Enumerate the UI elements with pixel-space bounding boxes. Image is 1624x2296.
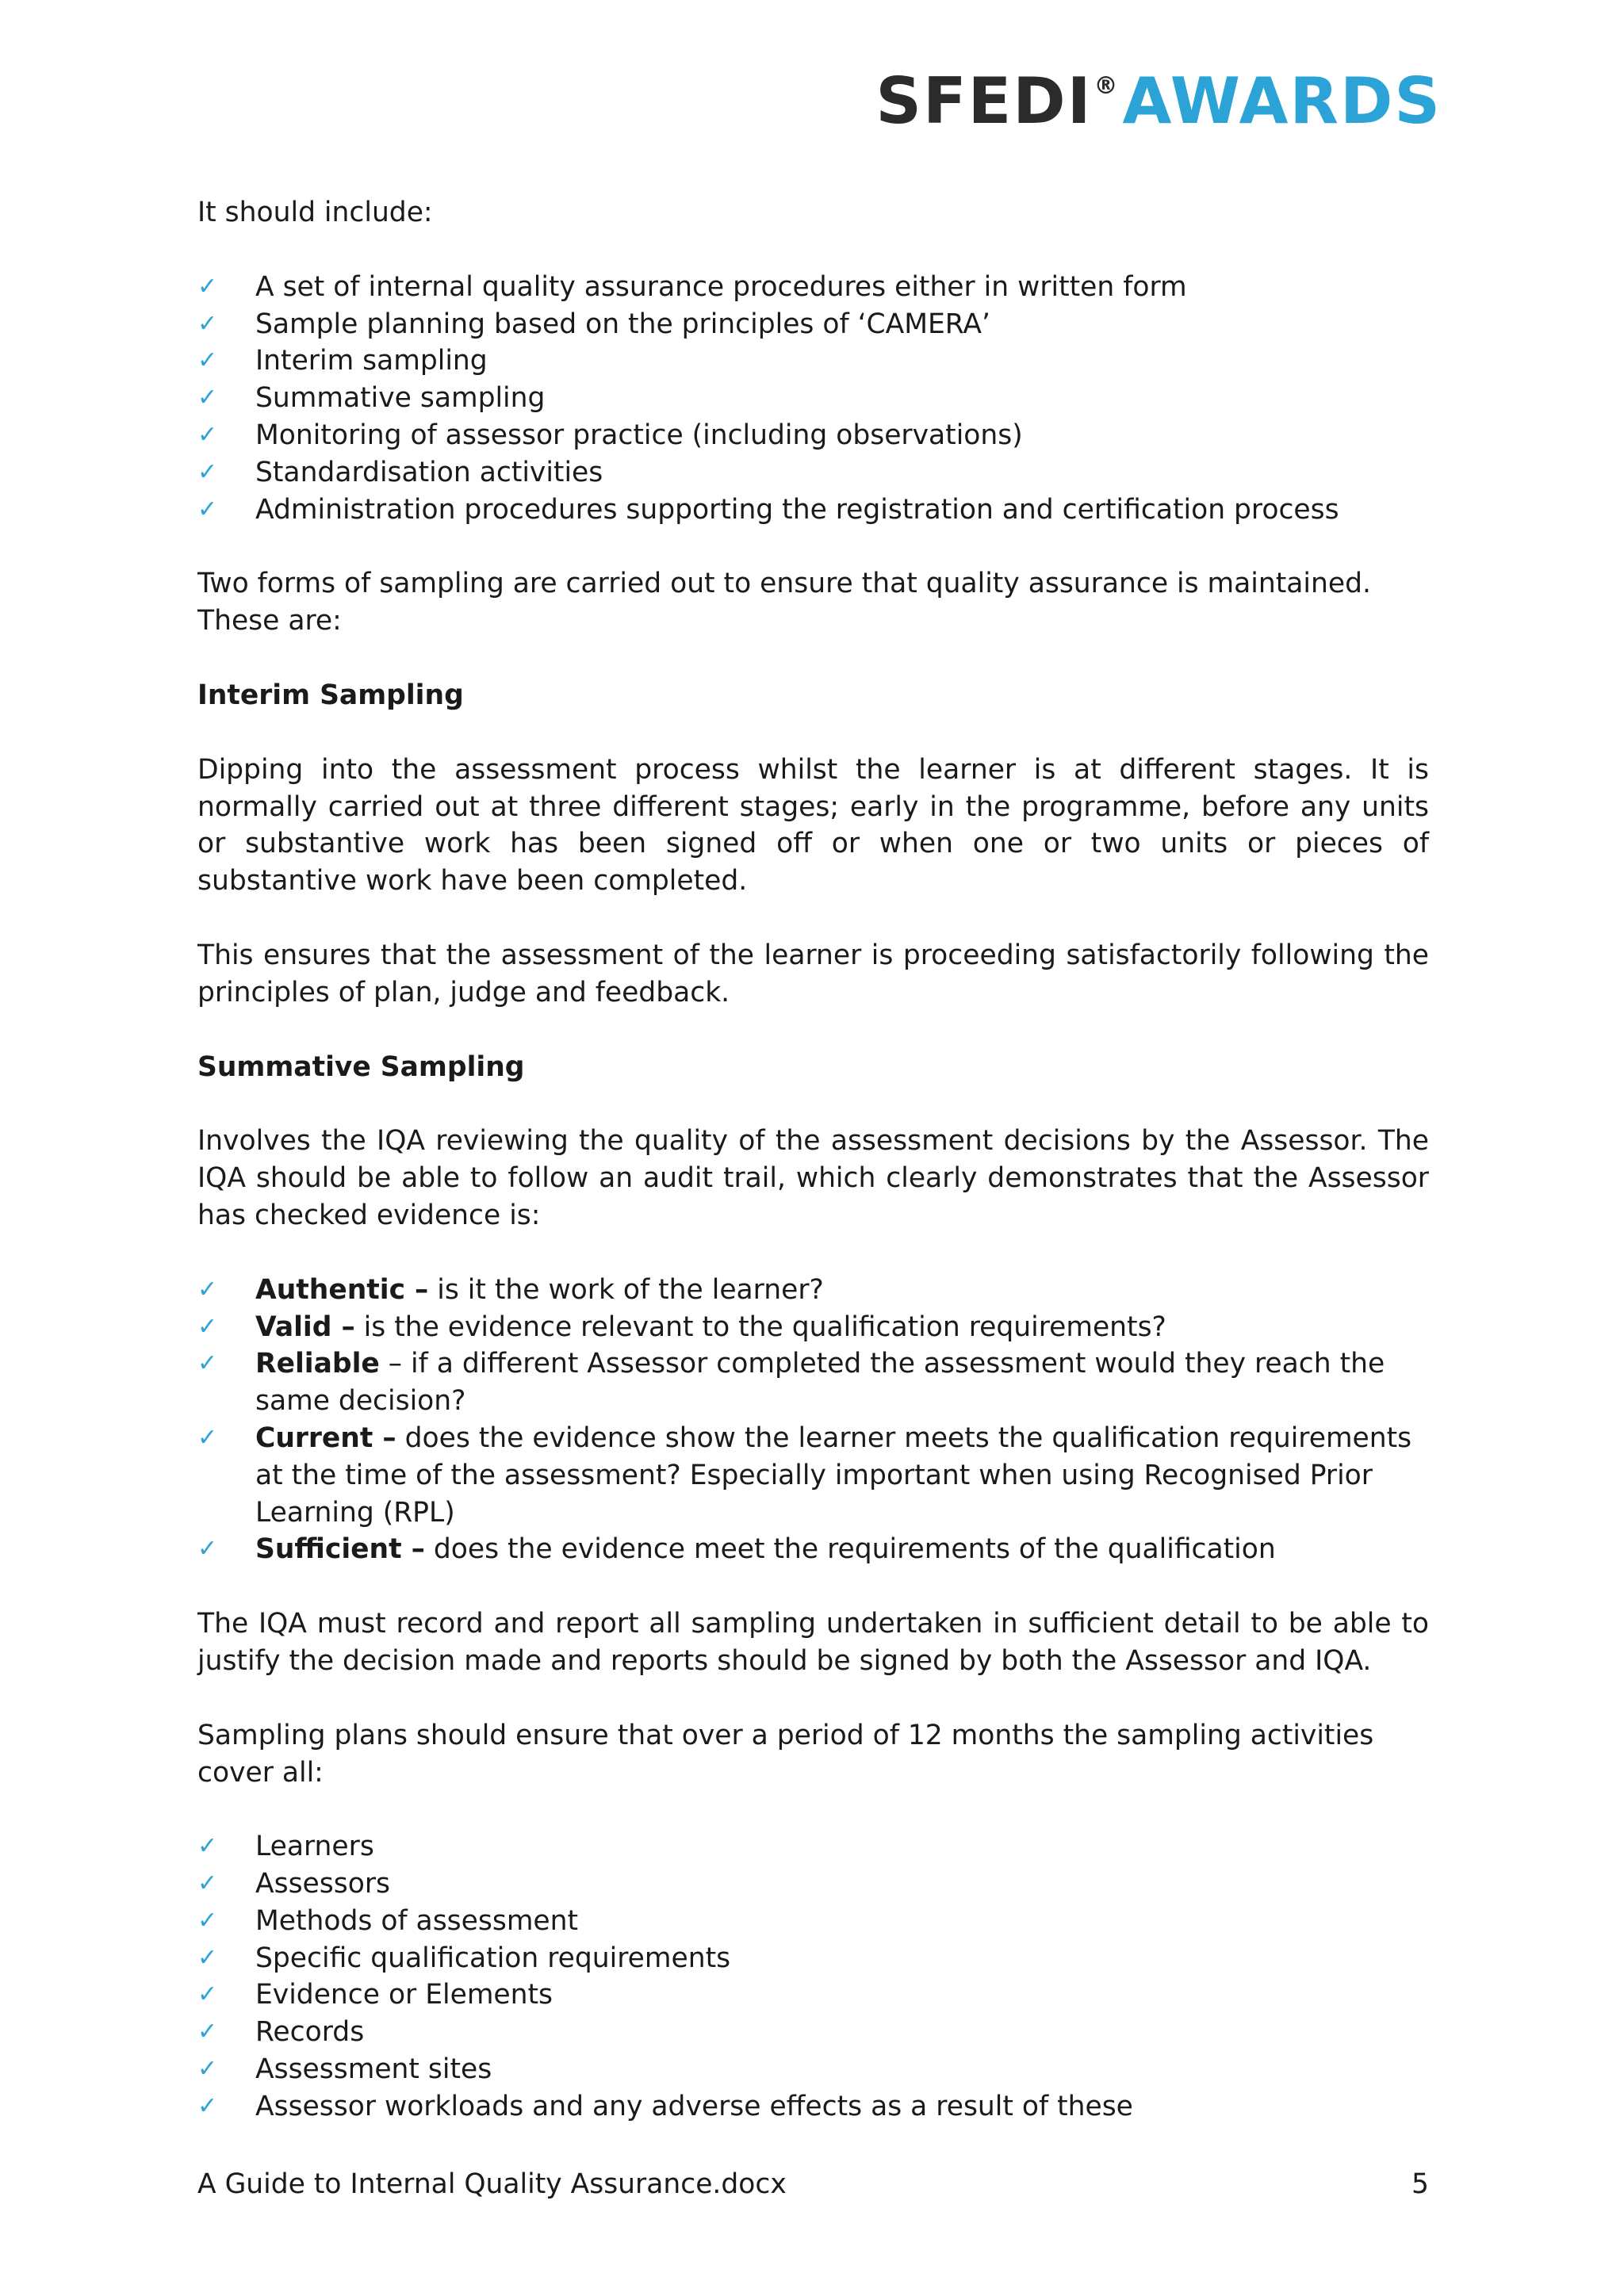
sampling-plans-paragraph: Sampling plans should ensure that over a period of 12 months the sampling activities cover all: bbox=[197, 1719, 1374, 1789]
criterion-text: – if a different Assessor completed the assessment would they reach the same decision? bbox=[255, 1348, 1385, 1418]
checkmark-icon: ✓ bbox=[197, 2018, 218, 2046]
checkmark-icon: ✓ bbox=[197, 272, 218, 300]
list-item bbox=[197, 492, 1429, 529]
list-item bbox=[197, 1976, 1429, 2014]
list-item bbox=[197, 1531, 1429, 1568]
list-item-text: Monitoring of assessor practice (including observations) bbox=[255, 419, 1023, 451]
list-item bbox=[197, 1866, 1429, 1903]
list-item-text: Assessors bbox=[255, 1868, 390, 1900]
two-forms-paragraph: Two forms of sampling are carried out to ensure that quality assurance is maintained. These are: bbox=[197, 568, 1371, 637]
checkmark-icon: ✓ bbox=[197, 1423, 218, 1452]
interim-paragraph-1: Dipping into the assessment process whilst the learner is at different stages. It is normally carried out at three different stages; early in the programme, before any units or substantive work has been signed off or when one or two units or pieces of substantive work have been completed. bbox=[197, 753, 1429, 897]
list-item bbox=[197, 2051, 1429, 2088]
criterion-term: Sufficient – bbox=[255, 1533, 425, 1566]
list-item bbox=[197, 1345, 1429, 1420]
list-item bbox=[197, 1420, 1429, 1531]
list-item-text: Sample planning based on the principles of ‘CAMERA’ bbox=[255, 308, 990, 340]
checkmark-icon: ✓ bbox=[197, 1349, 218, 1378]
criterion-text: is it the work of the learner? bbox=[428, 1273, 824, 1306]
sfedi-awards-logo bbox=[875, 64, 1442, 138]
list-item bbox=[197, 2014, 1429, 2051]
list-item-text: Interim sampling bbox=[255, 345, 488, 377]
interim-paragraph-2: This ensures that the assessment of the learner is proceeding satisfactorily following the principles of plan, judge and feedback. bbox=[197, 939, 1429, 1008]
checkmark-icon: ✓ bbox=[197, 1535, 218, 1563]
checkmark-icon: ✓ bbox=[197, 1906, 218, 1934]
intro-paragraph: It should include: bbox=[197, 197, 433, 228]
include-checklist bbox=[197, 269, 1429, 529]
checkmark-icon: ✓ bbox=[197, 457, 218, 486]
criterion-text: does the evidence meet the requirements of the qualification bbox=[424, 1533, 1276, 1566]
page-footer bbox=[197, 2166, 1429, 2203]
criterion-term: Authentic – bbox=[255, 1273, 429, 1306]
list-item-text: Assessment sites bbox=[255, 2053, 492, 2086]
list-item bbox=[197, 1309, 1429, 1346]
summative-paragraph: Involves the IQA reviewing the quality of the assessment decisions by the Assessor. The IQA should be able to follow an audit trail, which clearly demonstrates that the Assessor has checked evidence is: bbox=[197, 1125, 1429, 1231]
list-item bbox=[197, 417, 1429, 454]
checkmark-icon: ✓ bbox=[197, 1943, 218, 1972]
list-item bbox=[197, 1828, 1429, 1866]
list-item bbox=[197, 380, 1429, 417]
list-item-text: Administration procedures supporting the registration and certification process bbox=[255, 493, 1339, 526]
list-item bbox=[197, 1940, 1429, 1977]
list-item-text: A set of internal quality assurance procedures either in written form bbox=[255, 270, 1187, 303]
list-item-text: Evidence or Elements bbox=[255, 1979, 553, 2011]
criterion-term: Valid – bbox=[255, 1311, 355, 1343]
checkmark-icon: ✓ bbox=[197, 384, 218, 412]
criterion-term: Current – bbox=[255, 1422, 396, 1454]
list-item-text: Assessor workloads and any adverse effects as a result of these bbox=[255, 2090, 1133, 2122]
checkmark-icon: ✓ bbox=[197, 2055, 218, 2084]
list-item-text: Summative sampling bbox=[255, 382, 546, 415]
evidence-criteria-checklist bbox=[197, 1272, 1429, 1568]
checkmark-icon: ✓ bbox=[197, 1312, 218, 1341]
logo-awards-text: AWARDS bbox=[1122, 64, 1442, 138]
list-item-text: Records bbox=[255, 2016, 365, 2049]
checkmark-icon: ✓ bbox=[197, 1869, 218, 1898]
page-number: 5 bbox=[1411, 2168, 1429, 2200]
list-item-text: Methods of assessment bbox=[255, 1904, 579, 1937]
checkmark-icon: ✓ bbox=[197, 309, 218, 338]
list-item bbox=[197, 454, 1429, 492]
summative-sampling-heading: Summative Sampling bbox=[197, 1050, 525, 1083]
coverage-checklist bbox=[197, 1828, 1429, 2125]
logo-registered-mark: ® bbox=[1094, 72, 1120, 100]
list-item-text: Learners bbox=[255, 1831, 374, 1863]
list-item bbox=[197, 2088, 1429, 2126]
criterion-text: does the evidence show the learner meets the qualification requirements at the time of the assessment? Especially important when using Recognised Prior Learning (RPL) bbox=[255, 1422, 1412, 1529]
list-item bbox=[197, 342, 1429, 380]
checkmark-icon: ✓ bbox=[197, 1980, 218, 2009]
checkmark-icon: ✓ bbox=[197, 1832, 218, 1861]
document-body bbox=[197, 194, 1429, 2163]
list-item-text: Specific qualification requirements bbox=[255, 1942, 731, 1974]
criterion-term: Reliable bbox=[255, 1348, 380, 1380]
list-item bbox=[197, 1272, 1429, 1309]
criterion-text: is the evidence relevant to the qualification requirements? bbox=[354, 1311, 1166, 1343]
checkmark-icon: ✓ bbox=[197, 346, 218, 375]
list-item-text: Standardisation activities bbox=[255, 456, 603, 488]
logo-sfedi-text: SFEDI bbox=[875, 64, 1093, 138]
list-item bbox=[197, 306, 1429, 343]
interim-sampling-heading: Interim Sampling bbox=[197, 679, 464, 711]
checkmark-icon: ✓ bbox=[197, 2091, 218, 2120]
record-report-paragraph: The IQA must record and report all sampling undertaken in sufficient detail to be able to justify the decision made and reports should be signed by both the Assessor and IQA. bbox=[197, 1608, 1429, 1677]
checkmark-icon: ✓ bbox=[197, 1275, 218, 1303]
list-item bbox=[197, 269, 1429, 306]
checkmark-icon: ✓ bbox=[197, 495, 218, 523]
footer-filename: A Guide to Internal Quality Assurance.docx bbox=[197, 2168, 787, 2200]
checkmark-icon: ✓ bbox=[197, 420, 218, 449]
list-item bbox=[197, 1903, 1429, 1940]
